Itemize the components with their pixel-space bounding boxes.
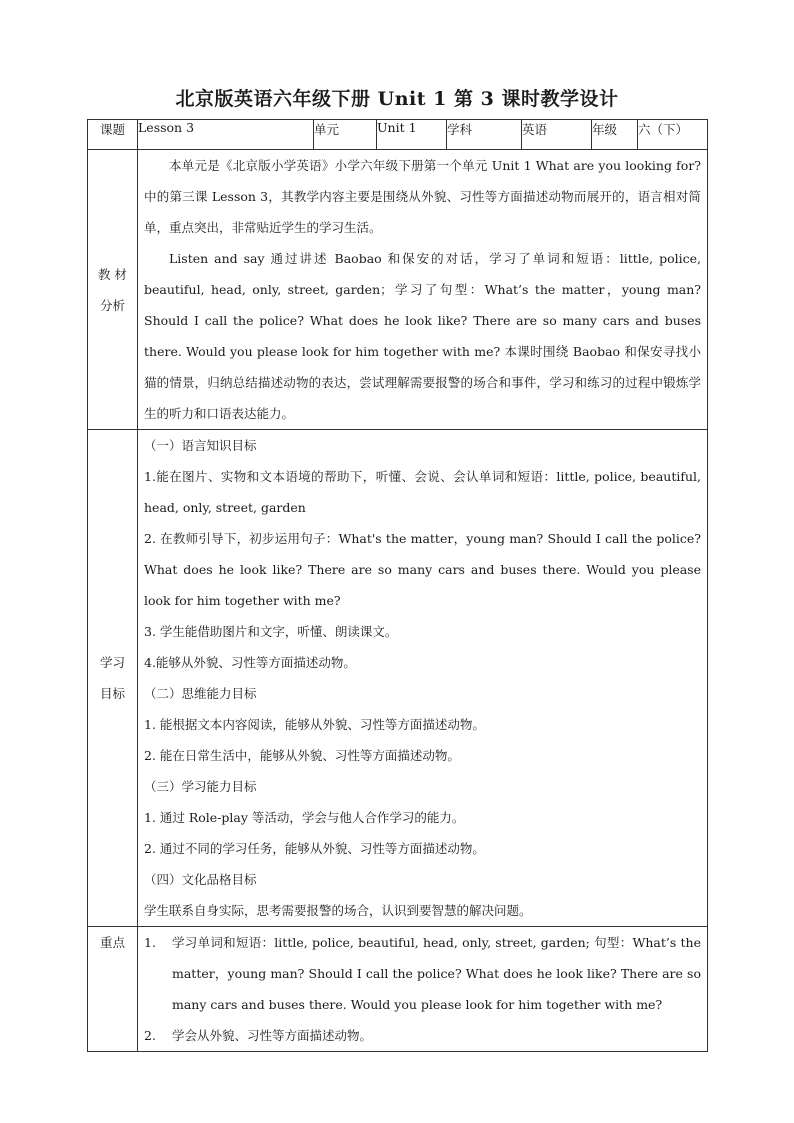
header-row — [88, 120, 708, 150]
page-title: 北京版英语六年级下册 Unit 1 第 3 课时教学设计 — [175, 88, 619, 110]
unit-label: 单元 — [314, 120, 377, 150]
objective-line: 3. 学生能借助图片和文字，听懂、朗读课文。 — [144, 624, 398, 639]
analysis-label-line2: 分析 — [99, 297, 125, 313]
course-value: Lesson 3 — [138, 120, 314, 150]
objective-line: 学生联系自身实际，思考需要报警的场合，认识到要智慧的解决问题。 — [144, 903, 532, 918]
objective-line: 1.能在图片、实物和文本语境的帮助下，听懂、会说、会认单词和短语：little, police, beautiful, head, only, street, garden — [144, 469, 701, 515]
analysis-label — [88, 150, 138, 430]
objective-line: 1. 通过 Role-play 等活动，学会与他人合作学习的能力。 — [144, 810, 465, 825]
objective-line: 2. 在教师引导下，初步运用句子：What's the matter，young man? Should I call the police? What does he look like? There are so many cars and buses there. Would you please look for him together with me? — [144, 531, 701, 608]
objective-line: 2. 通过不同的学习任务，能够从外貌、习性等方面描述动物。 — [144, 841, 485, 856]
analysis-content — [138, 150, 708, 430]
objective-line: 2. 能在日常生活中，能够从外貌、习性等方面描述动物。 — [144, 748, 460, 763]
course-label: 课题 — [88, 120, 138, 150]
objectives-label-line1: 学习 — [99, 655, 125, 670]
key-point-number: 1. — [144, 935, 156, 950]
objective-line: 4.能够从外貌、习性等方面描述动物。 — [144, 655, 356, 670]
key-point-text: 学会从外貌、习性等方面描述动物。 — [172, 1028, 373, 1043]
analysis-paragraph-2: Listen and say 通过讲述 Baobao 和保安的对话，学习了单词和短语：little, police, beautiful, head, only, street, garden；学习了句型：What’s the matter，young man? Should I call the police? What does he look like? There are so many cars and buses there. Would you please look for him together with me? 本课时围绕 Baobao 和保安寻找小猫的情景，归纳总结描述动物的表达，尝试理解需要报警的场合和事件，学习和练习的过程中锻炼学生的听力和口语表达能力。 — [144, 251, 701, 421]
objectives-content — [138, 430, 708, 927]
key-point-item — [144, 927, 701, 1020]
key-point-number: 2. — [144, 1028, 156, 1043]
subject-label: 学科 — [447, 120, 522, 150]
objective-heading-thinking: （二）思维能力目标 — [144, 686, 257, 701]
unit-value: Unit 1 — [377, 120, 447, 150]
objectives-label — [88, 430, 138, 927]
key-point-item — [144, 1020, 701, 1051]
key-points-row — [88, 927, 708, 1052]
lesson-plan-table — [87, 119, 708, 1052]
grade-label: 年级 — [592, 120, 638, 150]
objective-line: 1. 能根据文本内容阅读，能够从外貌、习性等方面描述动物。 — [144, 717, 485, 732]
analysis-paragraph-1: 本单元是《北京版小学英语》小学六年级下册第一个单元 Unit 1 What are you looking for?中的第三课 Lesson 3，其教学内容主要是围绕从外貌、习性等方面描述动物而展开的，语言相对简单，重点突出，非常贴近学生的学习生活。 — [144, 158, 701, 235]
key-points-label: 重点 — [88, 927, 138, 1052]
objectives-row — [88, 430, 708, 927]
objective-heading-learning: （三）学习能力目标 — [144, 779, 257, 794]
key-point-text: 学习单词和短语：little, police, beautiful, head, only, street, garden; 句型：What’s the matter，young man? Should I call the police? What does he look like? There are so many cars and buses there. Would you please look for him together with me? — [172, 935, 701, 1012]
key-points-content — [138, 927, 708, 1052]
grade-value: 六（下） — [638, 120, 708, 150]
objectives-label-line2: 目标 — [99, 686, 125, 701]
analysis-row — [88, 150, 708, 430]
subject-value: 英语 — [522, 120, 592, 150]
objective-heading-language: （一）语言知识目标 — [144, 438, 257, 453]
analysis-label-line1: 教 材 — [98, 266, 127, 282]
objective-heading-culture: （四）文化品格目标 — [144, 872, 257, 887]
